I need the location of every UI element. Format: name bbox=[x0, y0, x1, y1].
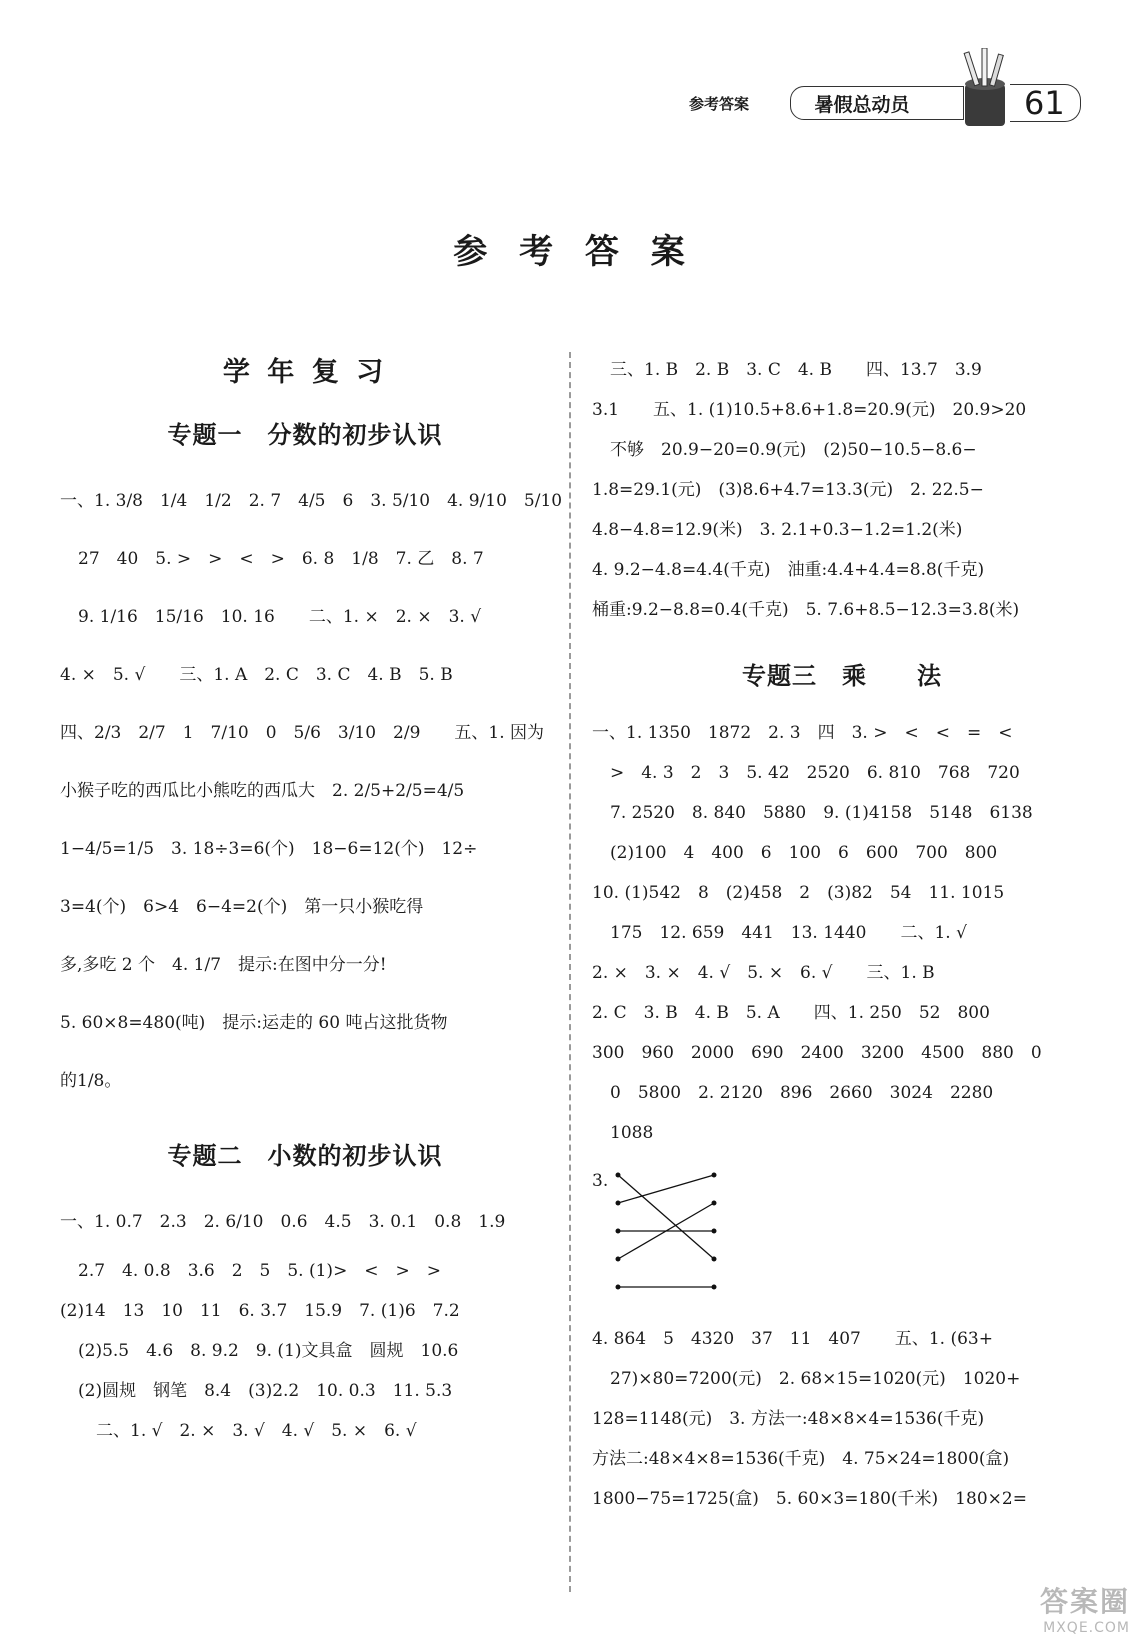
watermark-url: MXQE.COM bbox=[1043, 1620, 1130, 1636]
answer-line: 128=1148(元) 3. 方法一:48×8×4=1536(千克) bbox=[592, 1409, 985, 1429]
section-title: 学 年 复 习 bbox=[222, 357, 388, 388]
answer-line: > 4. 3 2 3 5. 42 2520 6. 810 768 720 bbox=[610, 763, 1020, 783]
pen-cup-icon bbox=[955, 48, 1015, 130]
answer-line: 1088 bbox=[610, 1123, 654, 1143]
answer-line: 一、1. 3/8 1/4 1/2 2. 7 4/5 6 3. 5/10 4. 9/10 5/10 bbox=[60, 491, 563, 511]
answer-line: 27)×80=7200(元) 2. 68×15=1020(元) 1020+ bbox=[610, 1369, 1021, 1389]
answer-line: (2)100 4 400 6 100 6 600 700 800 bbox=[610, 843, 998, 863]
header-label: 参考答案 bbox=[689, 95, 750, 113]
answer-line: 27 40 5. > > < > 6. 8 1/8 7. 乙 8. 7 bbox=[78, 549, 484, 569]
answer-line: 2.7 4. 0.8 3.6 2 5 5. (1)> < > > bbox=[78, 1261, 442, 1281]
answer-line: 不够 20.9−20=0.9(元) (2)50−10.5−8.6− bbox=[610, 440, 977, 460]
answer-line: 一、1. 1350 1872 2. 3 四 3. > < < = < bbox=[592, 723, 1013, 743]
answer-line: 10. (1)542 8 (2)458 2 (3)82 54 11. 1015 bbox=[592, 883, 1005, 903]
answer-line: 2. C 3. B 4. B 5. A 四、1. 250 52 800 bbox=[592, 1003, 990, 1023]
answer-line: 小猴子吃的西瓜比小熊吃的西瓜大 2. 2/5+2/5=4/5 bbox=[60, 781, 465, 801]
page-number: 61 bbox=[1010, 84, 1081, 122]
figure-label: 3. bbox=[592, 1171, 609, 1191]
answer-line: 300 960 2000 690 2400 3200 4500 880 0 bbox=[592, 1043, 1042, 1063]
watermark-logo bbox=[1040, 1580, 1130, 1636]
topic3-title: 专题三 乘 法 bbox=[742, 662, 942, 690]
answer-line: 4.8−4.8=12.9(米) 3. 2.1+0.3−1.2=1.2(米) bbox=[592, 520, 963, 540]
header-tab-text: 暑假总动员 bbox=[814, 93, 910, 116]
answer-line: (2)14 13 10 11 6. 3.7 15.9 7. (1)6 7.2 bbox=[60, 1301, 460, 1321]
answer-line: 1−4/5=1/5 3. 18÷3=6(个) 18−6=12(个) 12÷ bbox=[60, 839, 478, 859]
connector bbox=[618, 1175, 714, 1259]
answer-line: 1800−75=1725(盒) 5. 60×3=180(千米) 180×2= bbox=[592, 1489, 1027, 1509]
matching-lines-diagram bbox=[614, 1171, 744, 1301]
answer-line: 二、1. √ 2. × 3. √ 4. √ 5. × 6. √ bbox=[96, 1421, 417, 1441]
answer-line: 的1/8。 bbox=[60, 1071, 122, 1091]
topic2-title: 专题二 小数的初步认识 bbox=[167, 1142, 443, 1170]
answer-line: 4. 864 5 4320 37 11 407 五、1. (63+ bbox=[592, 1329, 993, 1349]
answer-line: 方法二:48×4×8=1536(千克) 4. 75×24=1800(盒) bbox=[592, 1449, 1010, 1469]
watermark-text: 答案圈 bbox=[1039, 1585, 1130, 1618]
answer-line: 3.1 五、1. (1)10.5+8.6+1.8=20.9(元) 20.9>20 bbox=[592, 400, 1027, 420]
answer-line: 一、1. 0.7 2.3 2. 6/10 0.6 4.5 3. 0.1 0.8 1.9 bbox=[60, 1212, 506, 1232]
answer-line: 3=4(个) 6>4 6−4=2(个) 第一只小猴吃得 bbox=[60, 897, 424, 917]
answer-line: 1.8=29.1(元) (3)8.6+4.7=13.3(元) 2. 22.5− bbox=[592, 480, 984, 500]
left-column bbox=[60, 350, 563, 1451]
header-tab bbox=[790, 86, 964, 120]
answer-line: 2. × 3. × 4. √ 5. × 6. √ 三、1. B bbox=[592, 963, 935, 983]
right-column bbox=[592, 350, 1092, 1519]
connecting-lines bbox=[618, 1175, 714, 1287]
answer-line: 9. 1/16 15/16 10. 16 二、1. × 2. × 3. √ bbox=[78, 607, 482, 627]
column-divider bbox=[569, 352, 571, 1592]
answer-line: 桶重:9.2−8.8=0.4(千克) 5. 7.6+8.5−12.3=3.8(米) bbox=[592, 600, 1020, 620]
answer-line: 三、1. B 2. B 3. C 4. B 四、13.7 3.9 bbox=[610, 360, 982, 380]
answer-line: 7. 2520 8. 840 5880 9. (1)4158 5148 6138 bbox=[610, 803, 1033, 823]
answer-line: (2)圆规 钢笔 8.4 (3)2.2 10. 0.3 11. 5.3 bbox=[78, 1381, 453, 1401]
answer-line: 0 5800 2. 2120 896 2660 3024 2280 bbox=[610, 1083, 994, 1103]
answer-line: 4. 9.2−4.8=4.4(千克) 油重:4.4+4.4=8.8(千克) bbox=[592, 560, 985, 580]
answer-line: 多,多吃 2 个 4. 1/7 提示:在图中分一分! bbox=[60, 955, 387, 975]
answer-line: (2)5.5 4.6 8. 9.2 9. (1)文具盒 圆规 10.6 bbox=[78, 1341, 459, 1361]
page-title: 参 考 答 案 bbox=[453, 232, 695, 272]
answer-line: 5. 60×8=480(吨) 提示:运走的 60 吨占这批货物 bbox=[60, 1013, 448, 1033]
topic1-title: 专题一 分数的初步认识 bbox=[167, 421, 443, 449]
answer-line: 四、2/3 2/7 1 7/10 0 5/6 3/10 2/9 五、1. 因为 bbox=[60, 723, 545, 743]
answer-line: 175 12. 659 441 13. 1440 二、1. √ bbox=[610, 923, 967, 943]
answer-line: 4. × 5. √ 三、1. A 2. C 3. C 4. B 5. B bbox=[60, 665, 453, 685]
matching-lines-figure bbox=[592, 1161, 1092, 1311]
connector bbox=[618, 1175, 714, 1203]
